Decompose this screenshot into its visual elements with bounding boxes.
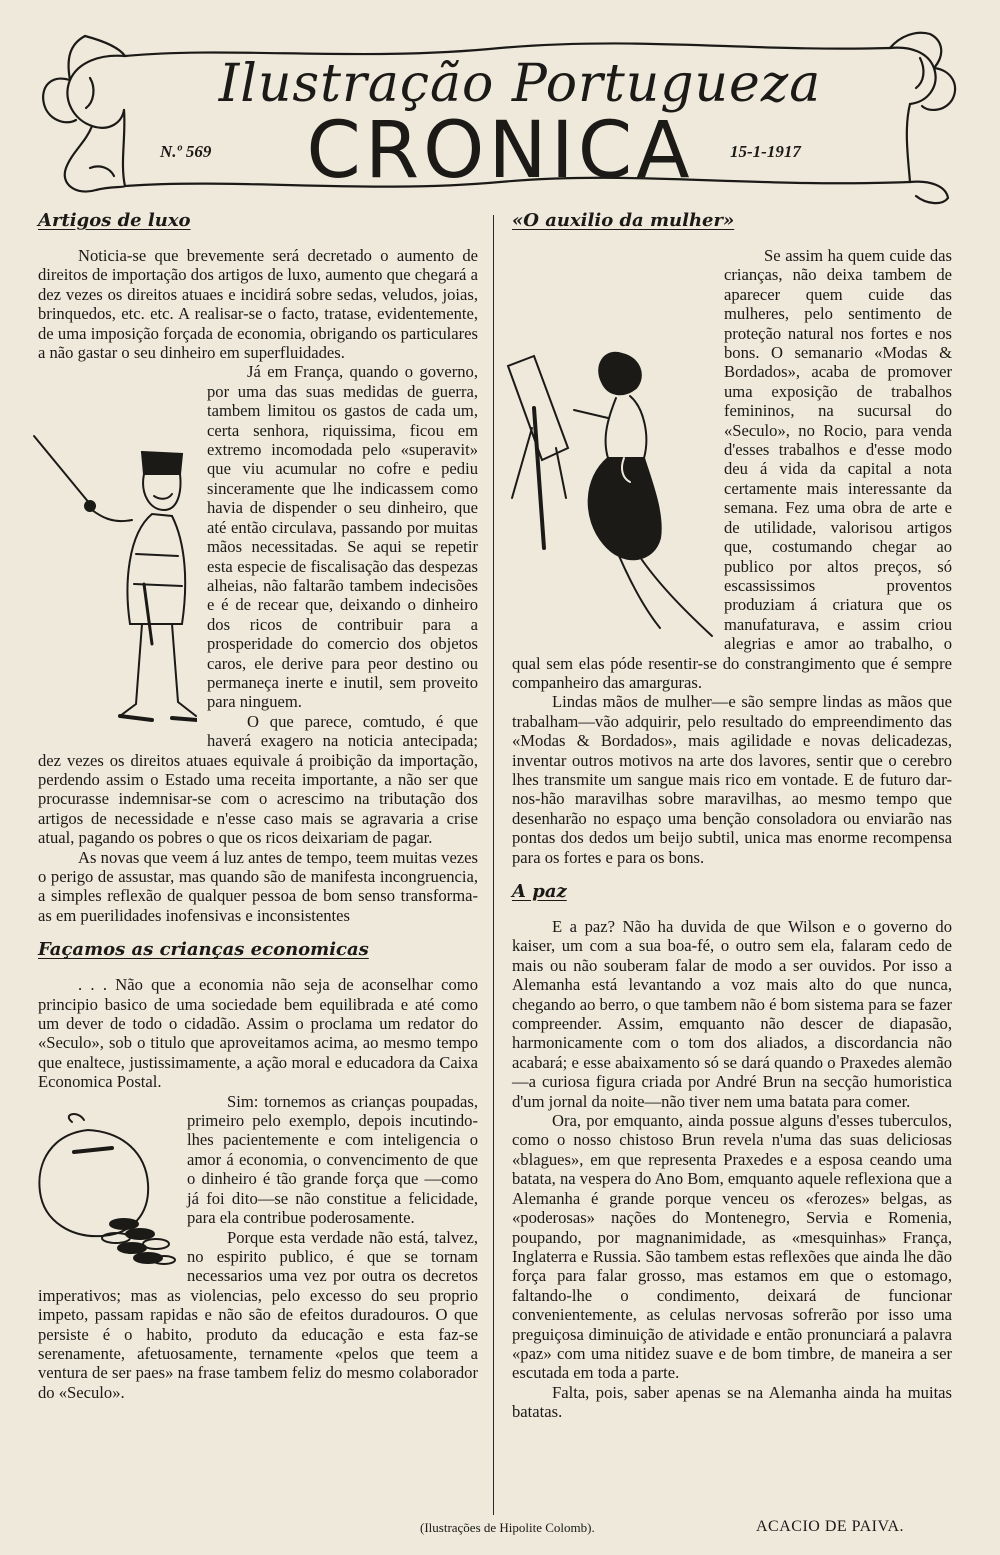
column-divider	[493, 215, 494, 1515]
paragraph: Ora, por emquanto, ainda possue alguns d'esses tuberculos, como o nosso chistoso Brun revela n'uma das suas deliciosas «blagues», em que representa Praxedes e a esposa ceando uma batata, na vespera do Ano Bom, emquanto aquele reflexiona que a Alemanha é grande porque venceu os «ferozes» belgas, as «poderosas» nações do Montenegro, Servia e Romenia, poupando, por magnanimidade, as «mesquinhas» França, Inglaterra e Russia. São tambem estas reflexões que ainda lhe dão força para falar grosso, mas estamos em que o estomago, faltando-lhe o condimento, deixará de funcionar convenientemente, as celulas nervosas sofrerão por isso uma preguiçosa diminuição de atividade e então pronunciará a palavra «paz» com uma nitidez suave e de bom timbre, de maneira a ser escutada em toda a parte.	[512, 1111, 952, 1383]
paragraph: Lindas mãos de mulher—e são sempre lindas as mãos que trabalham—vão adquirir, pelo resultado do empreendimento das «Modas & Bordados», mais agilidade e novas delicadezas, inventar outros motivos na arte dos lavores, sentir que o cerebro lhes transmite um sangue mais rico em vontade. E de futuro dar-nos-hão maravilhas sobre maravilhas, ao mesmo tempo que desenharão no espaço uma benção consoladora ou enviarão nas pontas dos dedos um beijo subtil, unica mas enorme recompensa para os fortes e para os bons.	[512, 692, 952, 867]
left-column	[38, 210, 478, 1402]
article-title-mulher: «O auxilio da mulher»	[512, 210, 735, 231]
issue-number: N.º 569	[160, 142, 212, 161]
illustration-credit: (Ilustrações de Hipolite Colomb).	[420, 1520, 595, 1535]
right-column	[512, 210, 952, 1422]
paragraph: E a paz? Não ha duvida de que Wilson e o governo do kaiser, um com a sua boa-fé, o outro sem ela, falaram cedo de mais ou não souberam falar de modo a ser ouvidos. Por isso a Alemanha está levantando a voz mais alto do que nunca, chegando ao berro, o que tambem não é bom sistema para se fazer compreender. Assim, emquanto não descer de diapasão, harmonicamente com o tom dos aliados, a discordancia não acabará; e esse abaixamento só se dará quando o Praxedes alemão—a curiosa figura criada por André Brun na secção humoristica d'um jornal da noite—não tiver nem uma batata para comer.	[512, 917, 953, 1111]
paragraph: Sim: tornemos as crianças poupadas, primeiro pelo exemplo, depois incutindo-lhes pacientemente e com inteligencia o amor á economia, o convencimento de que o dinheiro é tão grande força que —como já foi dito—se não constitue a felicidade, para ela contribue poderosamente.	[38, 1092, 478, 1228]
issue-date: 15-1-1917	[730, 142, 801, 161]
paragraph: O que parece, comtudo, é que haverá exagero na noticia antecipada; dez vezes os direitos atuaes equivale á proibição da importação, perdendo assim o Estado uma receita importante, a não ser que procurasse indemnisar-se com o acrescimo na tributação dos artigos de necessidade e n'esse caso mais se agravaria a crise atual, pagando os pobres o que os ricos deixariam de pagar.	[38, 711, 478, 848]
article-title-criancas: Façamos as crianças economicas	[38, 939, 369, 961]
magazine-title: Ilustração Portugueza	[218, 54, 822, 114]
woman-at-easel-icon	[504, 348, 714, 638]
paragraph: Se assim ha quem cuide das crianças, não deixa tambem de aparecer quem cuide das mulheres, pelo sentimento de proteção natural nos fortes e nos bons. O semanario «Modas & Bordados», acaba de promover uma exposição de trabalhos femininos, na sucursal do «Seculo», no Rocio, para venda d'esses trabalhos e d'esse modo deu á vida da capital a nota certamente mais interessante da semana. Fez uma obra de arte e de utilidade, valorisou artigos que, costumando chegar ao publico por altos preços, só escassissimos proventos produziam á criatura que os manufaturava, e assim criou alegrias e amor ao trabalho, o qual sem elas póde resentir-se do constrangimento que é sempre companheiro das amarguras.	[512, 246, 952, 692]
article-title-paz: A paz	[512, 881, 567, 902]
paragraph: Porque esta verdade não está, talvez, no espirito publico, é que se tornam necessarios uma vez por outra os decretos imperativos; mas as violencias, pelo excesso do seu proprio impeto, passam rapidas e não são de efeitos duradouros. O que persiste é o habito, produto da educação e esta faz-se serenamente, afetuosamente, ternamente «pelos que teem a ventura de ser paes» na frase tambem feliz do mesmo colaborador do «Seculo».	[38, 1227, 478, 1402]
article-title-luxo: Artigos de luxo	[38, 210, 191, 231]
paragraph: Já em França, quando o governo, por uma das suas medidas de guerra, tambem limitou os gastos de cada um, certa senhora, riquissima, ficou em extremo incomodada pelo «superavit» que viu acumular no cofre e pediu sinceramente que lhe indicassem como havia de dispender o seu dinheiro, que até então circulava, passando por muitas mãos necessitadas. Se aqui se repetir esta especie de fiscalisação das despezas alheias, não faltarão tambem indecisões e é de recear que, deixando o dinheiro dos ricos de contribuir para a prosperidade do comercio dos objetos caros, ele derive para peor destino ou permaneça inerte e inutil, sem proveito para ninguem.	[38, 362, 478, 711]
money-pot-icon	[32, 1112, 177, 1272]
paragraph: Falta, pois, saber apenas se na Alemanha ainda ha muitas batatas.	[512, 1382, 952, 1422]
paragraph: As novas que veem á luz antes de tempo, teem muitas vezes o perigo de assustar, mas quando são de manifesta incongruencia, a simples reflexão de qualquer pessoa de bom senso transforma-as em puerilidades inofensivas e inconsistentes	[38, 847, 478, 925]
paragraph: . . . Não que a economia não seja de aconselhar como principio basico de uma sociedade bem equilibrada e até como um dever de todo o cidadão. Assim o proclama um redator do «Seculo», sob o titulo que aproveitamos acima, ao mesmo tempo que enaltece, justissimamente, a ação moral e educadora da Caixa Economica Postal.	[38, 975, 478, 1092]
author-signature: ACACIO DE PAIVA.	[756, 1518, 905, 1535]
masthead	[30, 18, 970, 208]
section-title: CRONICA	[306, 106, 694, 196]
paragraph: Noticia-se que brevemente será decretado o aumento de direitos de importação dos artigos de luxo, aumento que chegará a dez vezes os direitos atuaes e incidirá sobre sedas, veludos, joias, brinquedos, etc. etc. A realisar-se o facto, tratase, evidentemente, de uma imposição forçada de economia, obrigando os particulares a não gastar o seu dinheiro em superfluidades.	[38, 246, 478, 363]
man-with-stick-icon	[32, 434, 197, 734]
